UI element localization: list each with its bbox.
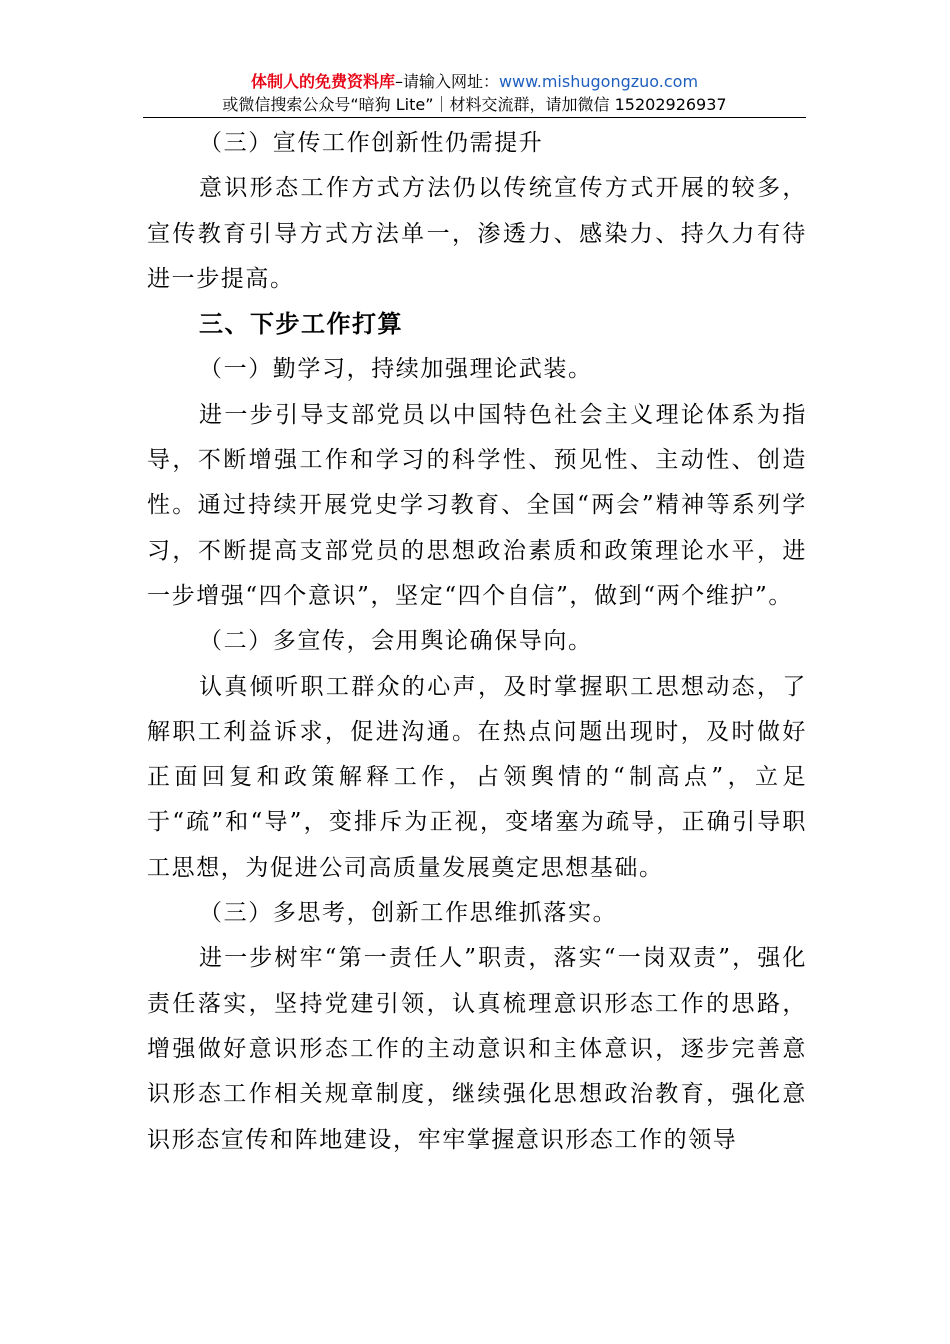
paragraph-innovation: 意识形态工作方式方法仍以传统宣传方式开展的较多，宣传教育引导方式方法单一，渗透力、感染力、持久力有待进一步提高。 [147,175,807,292]
website-link[interactable]: www.mishugongzuo.com [498,72,699,91]
paragraph-study: 进一步引导支部党员以中国特色社会主义理论体系为指导，不断增强工作和学习的科学性、预见性、主动性、创造性。通过持续开展党史学习教育、全国“两会”精神等系列学习，不断提高支部党员的思想政治素质和政策理论水平，进一步增强“四个意识”，坚定“四个自信”，做到“两个维护”。 [147,401,807,609]
brand-text: 体制人的免费资料库 [250,72,395,91]
subheading-thinking: （三）多思考，创新工作思维抓落实。 [199,900,618,927]
subheading-study: （一）勤学习，持续加强理论武装。 [199,356,593,383]
document-body [147,121,807,1163]
subheading-publicity: （二）多宣传，会用舆论确保导向。 [199,628,593,655]
header-line-1 [143,70,806,94]
paragraph-thinking: 进一步树牢“第一责任人”职责，落实“一岗双责”，强化责任落实，坚持党建引领，认真梳理意识形态工作的思路，增强做好意识形态工作的主动意识和主体意识，逐步完善意识形态工作相关规章制度，继续强化思想政治教育，强化意识形态宣传和阵地建设，牢牢掌握意识形态工作的领导 [147,945,807,1153]
page-header [143,70,806,116]
url-prompt: –请输入网址： [394,72,499,91]
subheading-innovation: （三）宣传工作创新性仍需提升 [199,130,544,156]
paragraph-publicity: 认真倾听职工群众的心声，及时掌握职工思想动态，了解职工利益诉求，促进沟通。在热点问题出现时，及时做好正面回复和政策解释工作，占领舆情的“制高点”，立足于“疏”和“导”，变排斥为正视，变堵塞为疏导，正确引导职工思想，为促进公司高质量发展奠定思想基础。 [147,673,807,881]
section-heading-next-steps: 三、下步工作打算 [199,310,403,339]
header-divider [143,117,806,118]
header-line-2: 或微信搜索公众号“暗狗 Lite”｜材料交流群，请加微信 15202926937 [222,95,727,114]
